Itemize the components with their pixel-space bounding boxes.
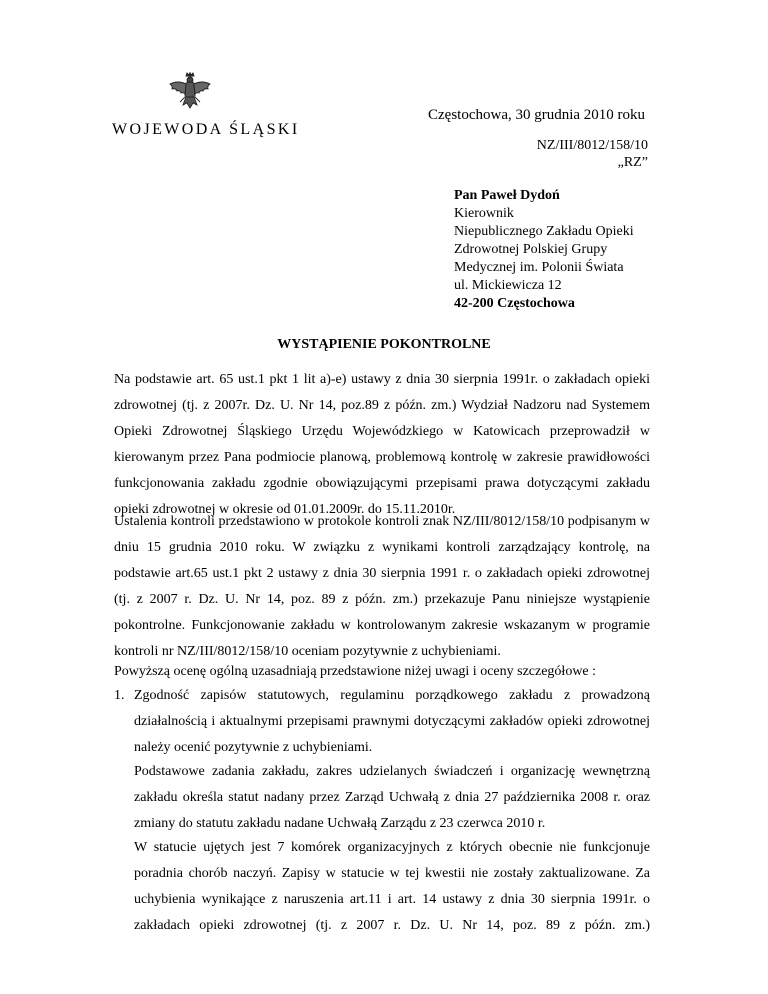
document-title: WYSTĄPIENIE POKONTROLNE <box>277 337 491 352</box>
item-paragraph: Podstawowe zadania zakładu, zakres udzielanych świadczeń i organizację wewnętrzną zakładu określa statut nadany przez Zarząd Uchwałą z dnia 27 października 2008 r. oraz zmiany do statutu zakładu nadane Uchwałą Zarządu z 23 czerwca 2010 r. <box>134 764 650 831</box>
item-number: 1. <box>114 688 125 703</box>
body-paragraph: Powyższą ocenę ogólną uzasadniają przedstawione niżej uwagi i oceny szczegółowe : <box>114 664 597 679</box>
reference-number: NZ/III/8012/158/10 <box>536 138 648 153</box>
numbered-item <box>114 683 650 761</box>
place-and-date: Częstochowa, 30 grudnia 2010 roku <box>428 107 646 123</box>
addressee-institution-line: Zdrowotnej Polskiej Grupy <box>454 242 608 257</box>
addressee-street: ul. Mickiewicza 12 <box>454 278 562 293</box>
addressee-name: Pan Paweł Dydoń <box>454 188 560 203</box>
reference-block <box>537 137 648 171</box>
addressee-institution-line: Niepublicznego Zakładu Opieki <box>454 224 634 239</box>
addressee-position: Kierownik <box>454 206 514 221</box>
item-paragraph: W statucie ujętych jest 7 komórek organizacyjnych z których obecnie nie funkcjonuje poradnia chorób naczyń. Zapisy w statucie w tej kwestii nie zostały zaktualizowane. Za uchybienia wynikające z naruszenia art.11 i art. 14 ustawy z dnia 30 sierpnia 1991r. o zakładach opieki zdrowotnej (tj. z 2007 r. Dz. U. Nr 14, poz. 89 z późn. zm.) <box>134 840 650 933</box>
organization-name: WOJEWODA ŚLĄSKI <box>112 121 300 138</box>
addressee-block <box>454 187 634 313</box>
addressee-institution-line: Medycznej im. Polonii Świata <box>454 260 624 275</box>
item-text: Zgodność zapisów statutowych, regulaminu porządkowego zakładu z prowadzoną działalnością i aktualnymi przepisami prawnymi dotyczącymi zakładów opieki zdrowotnej należy ocenić pozytywnie z uchybieniami. <box>134 688 650 755</box>
reference-code: „RZ” <box>617 155 648 170</box>
polish-eagle-emblem-icon <box>168 72 212 118</box>
addressee-city: 42-200 Częstochowa <box>454 296 575 311</box>
body-paragraph: Na podstawie art. 65 ust.1 pkt 1 lit a)-e) ustawy z dnia 30 sierpnia 1991r. o zakładach opieki zdrowotnej (tj. z 2007r. Dz. U. Nr 14, poz.89 z późn. zm.) Wydział Nadzoru nad Systemem Opieki Zdrowotnej Śląskiego Urzędu Wojewódzkiego w Katowicach przeprowadził w kierowanym przez Pana podmiocie planową, problemową kontrolę w zakresie prawidłowości funkcjonowania zakładu zgodnie obowiązującymi przepisami prawa dotyczącymi zakładu opieki zdrowotnej w okresie od 01.01.2009r. do 15.11.2010r. <box>114 372 650 517</box>
body-paragraph: Ustalenia kontroli przedstawiono w protokole kontroli znak NZ/III/8012/158/10 podpisanym w dniu 15 grudnia 2010 roku. W związku z wynikami kontroli zarządzający kontrolę, na podstawie art.65 ust.1 pkt 2 ustawy z dnia 30 sierpnia 1991 r. o zakładach opieki zdrowotnej (tj. z 2007 r. Dz. U. Nr 14, poz. 89 z późn. zm.) przekazuje Panu niniejsze wystąpienie pokontrolne. Funkcjonowanie zakładu w kontrolowanym zakresie wskazanym w programie kontroli nr NZ/III/8012/158/10 oceniam pozytywnie z uchybieniami. <box>114 514 650 659</box>
